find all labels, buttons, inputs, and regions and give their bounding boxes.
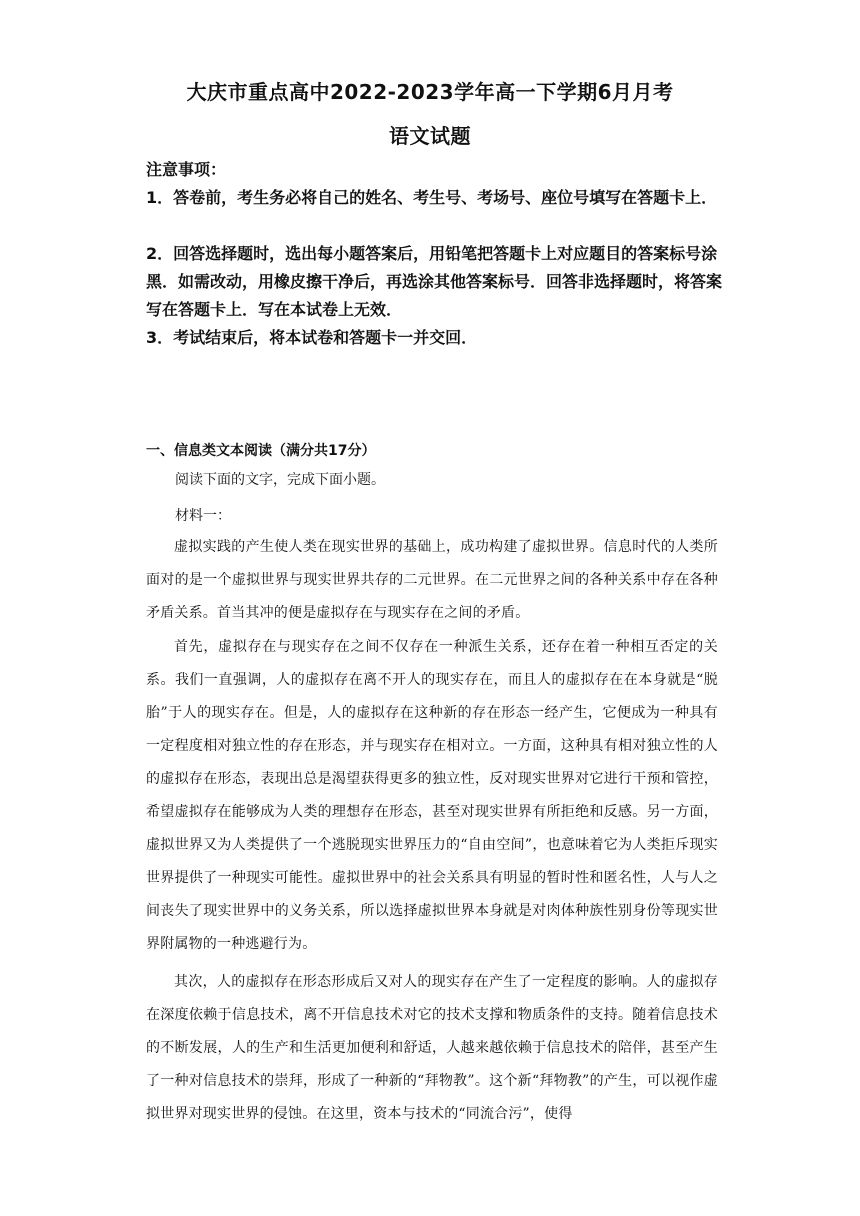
notice-item: 1．答卷前，考生务必将自己的姓名、考生号、考场号、座位号填写在答题卡上． (146, 188, 718, 207)
body-paragraph: 虚拟实践的产生使人类在现实世界的基础上，成功构建了虚拟世界。信息时代的人类所面对的是一个虚拟世界与现实世界共存的二元世界。在二元世界之间的各种关系中存在各种矛盾关系。首当其冲的便是虚拟存在与现实存在之间的矛盾。 (146, 539, 718, 621)
notice-item: 3．考试结束后，将本试卷和答题卡一并交回． (146, 328, 478, 347)
reading-instruction: 阅读下面的文字，完成下面小题。 (175, 472, 385, 488)
page-title: 大庆市重点高中2022-2023学年高一下学期6月月考 (186, 80, 674, 104)
body-paragraph: 其次，人的虚拟存在形态形成后又对人的现实存在产生了一定程度的影响。人的虚拟存在深度依赖于信息技术，离不开信息技术对它的技术支撑和物质条件的支持。随着信息技术的不断发展，人的生产和生活更加便利和舒适，人越来越依赖于信息技术的陪伴，甚至产生了一种对信息技术的崇拜，形成了一种新的“拜物教”。这个新“拜物教”的产生，可以视作虚拟世界对现实世界的侵蚀。在这里，资本与技术的“同流合污”，使得 (146, 974, 718, 1122)
section-heading: 一、信息类文本阅读（满分共17分） (146, 443, 376, 459)
notice-item: 2．回答选择题时，选出每小题答案后，用铅笔把答题卡上对应题目的答案标号涂黑．如需改动，用橡皮擦干净后，再选涂其他答案标号．回答非选择题时，将答案写在答题卡上．写在本试卷上无效． (146, 244, 723, 319)
notice-heading: 注意事项： (146, 160, 227, 179)
body-paragraph: 首先，虚拟存在与现实存在之间不仅存在一种派生关系，还存在着一种相互否定的关系。我们一直强调，人的虚拟存在离不开人的现实存在，而且人的虚拟存在在本身就是“脱胎”于人的现实存在。但是，人的虚拟存在这种新的存在形态一经产生，它便成为一种具有一定程度相对独立性的存在形态，并与现实存在相对立。一方面，这种具有相对独立性的人的虚拟存在形态，表现出总是渴望获得更多的独立性，反对现实世界对它进行干预和管控，希望虚拟存在能够成为人类的理想存在形态，甚至对现实世界有所拒绝和反感。另一方面，虚拟世界又为人类提供了一个逃脱现实世界压力的“自由空间”，也意味着它为人类拒斥现实世界提供了一种现实可能性。虚拟世界中的社会关系具有明显的暂时性和匿名性，人与人之间丧失了现实世界中的义务关系，所以选择虚拟世界本身就是对肉体种族性别身份等现实世界附属物的一种逃避行为。 (146, 639, 718, 952)
material-label: 材料一： (175, 508, 231, 524)
page-subtitle: 语文试题 (389, 124, 471, 148)
